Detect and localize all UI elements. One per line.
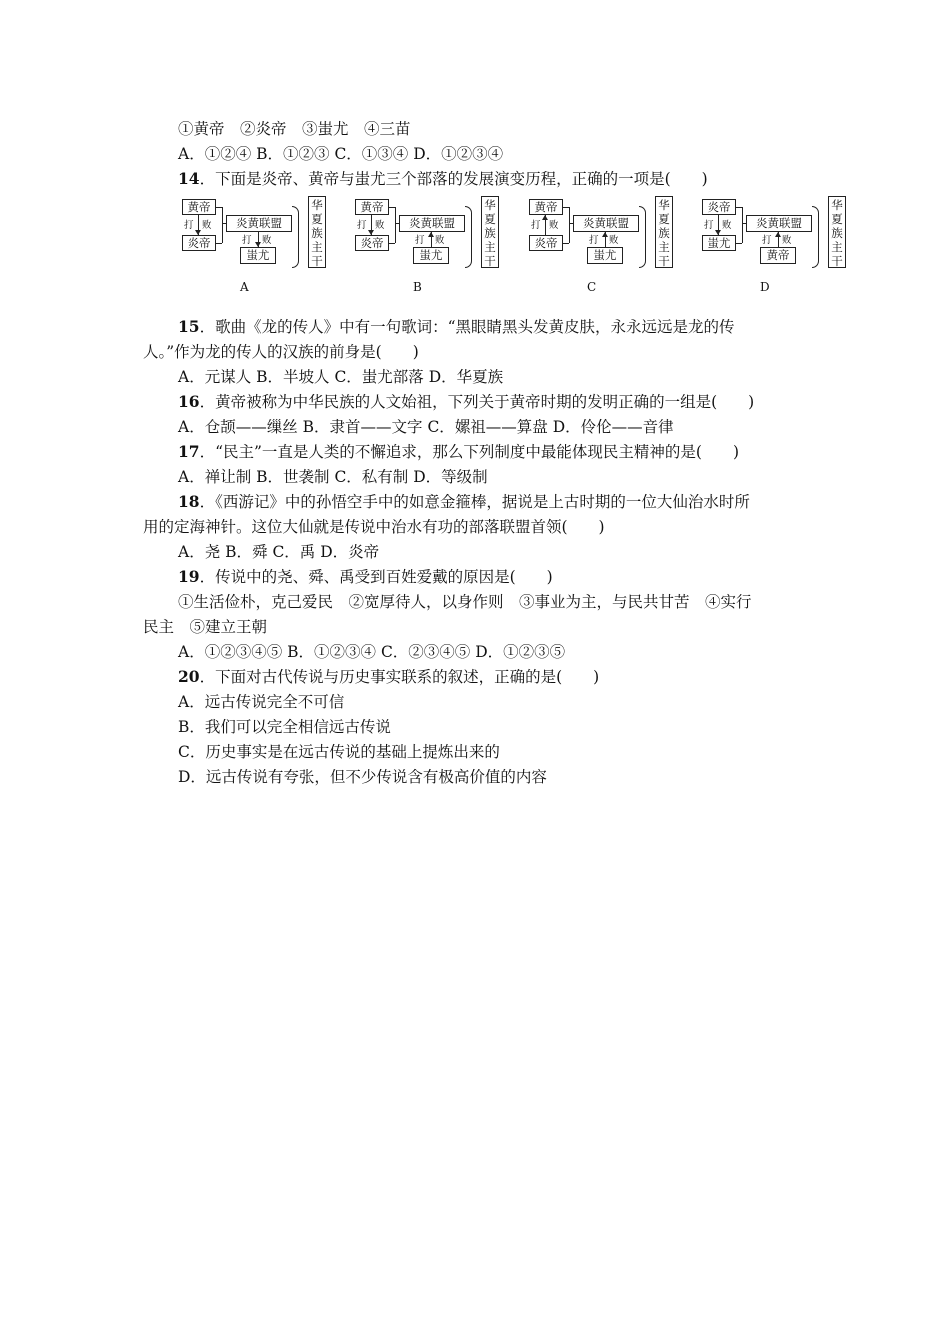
result-char: 主 bbox=[311, 240, 323, 254]
join-bottom bbox=[563, 243, 569, 244]
alliance-box: 炎黄联盟 bbox=[573, 215, 639, 232]
q14-diagrams bbox=[180, 194, 845, 302]
q20-stem bbox=[178, 667, 599, 687]
result-char: 华 bbox=[484, 198, 496, 212]
q20-option-c: C．历史事实是在远古传说的基础上提炼出来的 bbox=[178, 743, 500, 761]
question-stem: ．歌曲《龙的传人》中有一句歌词：“黑眼睛黑头发黄皮肤，永永远远是龙的传 bbox=[199, 318, 735, 336]
sub-verb-right: 败 bbox=[609, 235, 619, 246]
verb-left: 打 bbox=[531, 220, 541, 231]
q18-stem-line2: 用的定海神针。这位大仙就是传说中治水有功的部落联盟首领( ) bbox=[143, 518, 605, 536]
arrow-up-icon bbox=[428, 232, 434, 237]
question-number: 20 bbox=[178, 667, 200, 686]
q15-options: A．元谋人 B．半坡人 C．蚩尤部落 D．华夏族 bbox=[178, 368, 504, 386]
diagram-b bbox=[353, 194, 513, 302]
result-char: 夏 bbox=[484, 212, 496, 226]
tribe-box-bottom: 炎帝 bbox=[182, 235, 216, 251]
result-char: 华 bbox=[831, 198, 843, 212]
question-number: 14 bbox=[178, 169, 200, 188]
diagram-label: C bbox=[587, 280, 597, 294]
q20-option-a: A．远古传说完全不可信 bbox=[178, 693, 345, 711]
join-bottom bbox=[389, 243, 395, 244]
tribe-box-top: 黄帝 bbox=[529, 199, 563, 215]
question-number: 17 bbox=[178, 442, 200, 461]
join-vert bbox=[742, 207, 743, 243]
sub-box: 蚩尤 bbox=[587, 247, 623, 264]
result-char: 华 bbox=[311, 198, 323, 212]
q19-items-line1: ①生活俭朴，克己爱民 ②宽厚待人，以身作则 ③事业为主，与民共甘苦 ④实行 bbox=[178, 593, 752, 611]
tribe-box-bottom: 炎帝 bbox=[529, 235, 563, 251]
alliance-box: 炎黄联盟 bbox=[399, 215, 465, 232]
sub-box: 黄帝 bbox=[760, 247, 796, 264]
result-box bbox=[308, 196, 326, 268]
arrow-down-icon bbox=[715, 230, 721, 235]
question-number: 15 bbox=[178, 317, 200, 336]
question-stem: ．下面是炎帝、黄帝与蚩尤三个部落的发展演变历程，正确的一项是( ) bbox=[199, 170, 708, 188]
curly-bracket bbox=[639, 206, 646, 268]
tribe-box-bottom: 蚩尤 bbox=[702, 235, 736, 251]
join-bottom bbox=[736, 243, 742, 244]
sub-verb-right: 败 bbox=[782, 235, 792, 246]
diagram-label: A bbox=[240, 280, 249, 294]
question-stem: ．传说中的尧、舜、禹受到百姓爱戴的原因是( ) bbox=[199, 568, 553, 586]
verb-left: 打 bbox=[357, 220, 367, 231]
result-char: 夏 bbox=[831, 212, 843, 226]
result-char: 族 bbox=[831, 226, 843, 240]
result-char: 干 bbox=[831, 254, 843, 268]
result-char: 夏 bbox=[658, 212, 670, 226]
sub-box: 蚩尤 bbox=[240, 247, 276, 264]
diagram-d bbox=[700, 194, 860, 302]
verb-right: 败 bbox=[202, 220, 212, 231]
result-char: 干 bbox=[658, 254, 670, 268]
result-char: 夏 bbox=[311, 212, 323, 226]
q15-stem-line1 bbox=[178, 317, 735, 337]
sub-verb-left: 打 bbox=[589, 235, 599, 246]
result-char: 华 bbox=[658, 198, 670, 212]
question-number: 16 bbox=[178, 392, 200, 411]
curly-bracket bbox=[292, 206, 299, 268]
tribe-box-top: 炎帝 bbox=[702, 199, 736, 215]
result-char: 主 bbox=[658, 240, 670, 254]
result-char: 族 bbox=[484, 226, 496, 240]
q13-items: ①黄帝 ②炎帝 ③蚩尤 ④三苗 bbox=[178, 120, 411, 138]
verb-right: 败 bbox=[549, 220, 559, 231]
result-char: 主 bbox=[484, 240, 496, 254]
verb-right: 败 bbox=[375, 220, 385, 231]
sub-box: 蚩尤 bbox=[413, 247, 449, 264]
q15-stem-line2: 人。”作为龙的传人的汉族的前身是( ) bbox=[143, 343, 419, 361]
q19-stem bbox=[178, 567, 553, 587]
verb-right: 败 bbox=[722, 220, 732, 231]
q19-items-line2: 民主 ⑤建立王朝 bbox=[143, 618, 268, 636]
result-box bbox=[655, 196, 673, 268]
result-char: 主 bbox=[831, 240, 843, 254]
diagram-c bbox=[527, 194, 687, 302]
sub-verb-right: 败 bbox=[262, 235, 272, 246]
alliance-box: 炎黄联盟 bbox=[746, 215, 812, 232]
result-box bbox=[828, 196, 846, 268]
q20-option-d: D．远古传说有夸张，但不少传说含有极高价值的内容 bbox=[178, 768, 547, 786]
arrow-up-icon bbox=[602, 232, 608, 237]
alliance-box: 炎黄联盟 bbox=[226, 215, 292, 232]
sub-verb-right: 败 bbox=[435, 235, 445, 246]
question-stem: ．下面对古代传说与历史事实联系的叙述，正确的是( ) bbox=[199, 668, 600, 686]
tribe-box-bottom: 炎帝 bbox=[355, 235, 389, 251]
question-stem: ．黄帝被称为中华民族的人文始祖，下列关于黄帝时期的发明正确的一组是( ) bbox=[199, 393, 755, 411]
sub-verb-left: 打 bbox=[762, 235, 772, 246]
q19-options: A．①②③④⑤ B．①②③④ C．②③④⑤ D．①②③⑤ bbox=[178, 643, 566, 661]
q16-stem bbox=[178, 392, 754, 412]
arrow-up-icon bbox=[775, 232, 781, 237]
verb-left: 打 bbox=[704, 220, 714, 231]
join-vert bbox=[222, 207, 223, 243]
q16-options: A．仓颉——缫丝 B．隶首——文字 C．嫘祖——算盘 D．伶伦——音律 bbox=[178, 418, 674, 436]
arrow-up-icon bbox=[542, 215, 548, 220]
question-number: 19 bbox=[178, 567, 200, 586]
arrow-down-icon bbox=[195, 230, 201, 235]
diagram-a bbox=[180, 194, 340, 302]
question-stem: ．“民主”一直是人类的不懈追求，那么下列制度中最能体现民主精神的是( ) bbox=[199, 443, 740, 461]
diagram-label: D bbox=[760, 280, 770, 294]
q17-options: A．禅让制 B．世袭制 C．私有制 D．等级制 bbox=[178, 468, 488, 486]
result-box bbox=[481, 196, 499, 268]
join-bottom bbox=[216, 243, 222, 244]
sub-verb-left: 打 bbox=[415, 235, 425, 246]
result-char: 族 bbox=[311, 226, 323, 240]
result-char: 干 bbox=[311, 254, 323, 268]
arrow-down-icon bbox=[368, 230, 374, 235]
curly-bracket bbox=[465, 206, 472, 268]
question-stem: ．《西游记》中的孙悟空手中的如意金箍棒，据说是上古时期的一位大仙治水时所 bbox=[199, 493, 750, 511]
q18-stem-line1 bbox=[178, 492, 750, 512]
q13-options: A．①②④ B．①②③ C．①③④ D．①②③④ bbox=[178, 145, 504, 163]
diagram-label: B bbox=[413, 280, 422, 294]
tribe-box-top: 黄帝 bbox=[355, 199, 389, 215]
q20-option-b: B．我们可以完全相信远古传说 bbox=[178, 718, 391, 736]
join-vert bbox=[395, 207, 396, 243]
result-char: 族 bbox=[658, 226, 670, 240]
q17-stem bbox=[178, 442, 739, 462]
tribe-box-top: 黄帝 bbox=[182, 199, 216, 215]
verb-left: 打 bbox=[184, 220, 194, 231]
question-number: 18 bbox=[178, 492, 200, 511]
curly-bracket bbox=[812, 206, 819, 268]
join-vert bbox=[569, 207, 570, 243]
sub-verb-left: 打 bbox=[242, 235, 252, 246]
q18-options: A．尧 B．舜 C．禹 D．炎帝 bbox=[178, 543, 380, 561]
result-char: 干 bbox=[484, 254, 496, 268]
q14-stem bbox=[178, 169, 708, 189]
